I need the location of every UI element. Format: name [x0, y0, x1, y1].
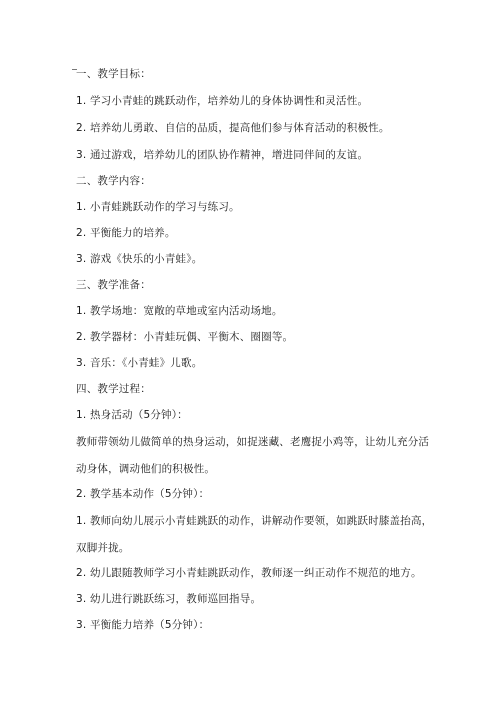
- goal-item-1: 1. 学习小青蛙的跳跃动作，培养幼儿的身体协调性和灵活性。: [76, 95, 369, 107]
- process-step-1-description: 教师带领幼儿做简单的热身运动，如捉迷藏、老鹰捉小鸡等，让幼儿充分活动身体，调动他们的积极性。: [76, 436, 430, 475]
- goal-item-2: 2. 培养幼儿勇敢、自信的品质，提高他们参与体育活动的积极性。: [76, 122, 390, 134]
- process-step-2-item-3: 3. 幼儿进行跳跃练习，教师巡回指导。: [76, 593, 262, 605]
- content-item-1: 1. 小青蛙跳跃动作的学习与练习。: [76, 201, 240, 213]
- goal-item-3: 3. 通过游戏，培养幼儿的团队协作精神，增进同伴间的友谊。: [76, 149, 369, 161]
- process-step-2-item-2: 2. 幼儿跟随教师学习小青蛙跳跃动作，教师逐一纠正动作不规范的地方。: [76, 567, 422, 579]
- section-heading-process: 四、教学过程：: [76, 383, 151, 395]
- content-item-3: 3. 游戏《快乐的小青蛙》。: [76, 253, 203, 265]
- process-step-2-item-1: 1. 教师向幼儿展示小青蛙跳跃的动作，讲解动作要领，如跳跃时膝盖抬高，双脚并拢。: [76, 515, 433, 554]
- section-heading-preparation: 三、教学准备：: [76, 279, 151, 291]
- preparation-item-2: 2. 教学器材：小青蛙玩偶、平衡木、圈圈等。: [76, 331, 294, 343]
- preparation-item-3: 3. 音乐：《小青蛙》儿歌。: [76, 357, 203, 369]
- content-item-2: 2. 平衡能力的培养。: [76, 227, 176, 239]
- section-heading-goals: 一、教学目标：: [76, 68, 151, 80]
- section-heading-content: 二、教学内容：: [76, 175, 151, 187]
- preparation-item-1: 1. 教学场地：宽敞的草地或室内活动场地。: [76, 305, 283, 317]
- process-step-2-title: 2. 教学基本动作（5分钟）：: [76, 488, 210, 500]
- process-step-1-title: 1. 热身活动（5分钟）：: [76, 409, 188, 421]
- process-step-3-title: 3. 平衡能力培养（5分钟）：: [76, 619, 210, 631]
